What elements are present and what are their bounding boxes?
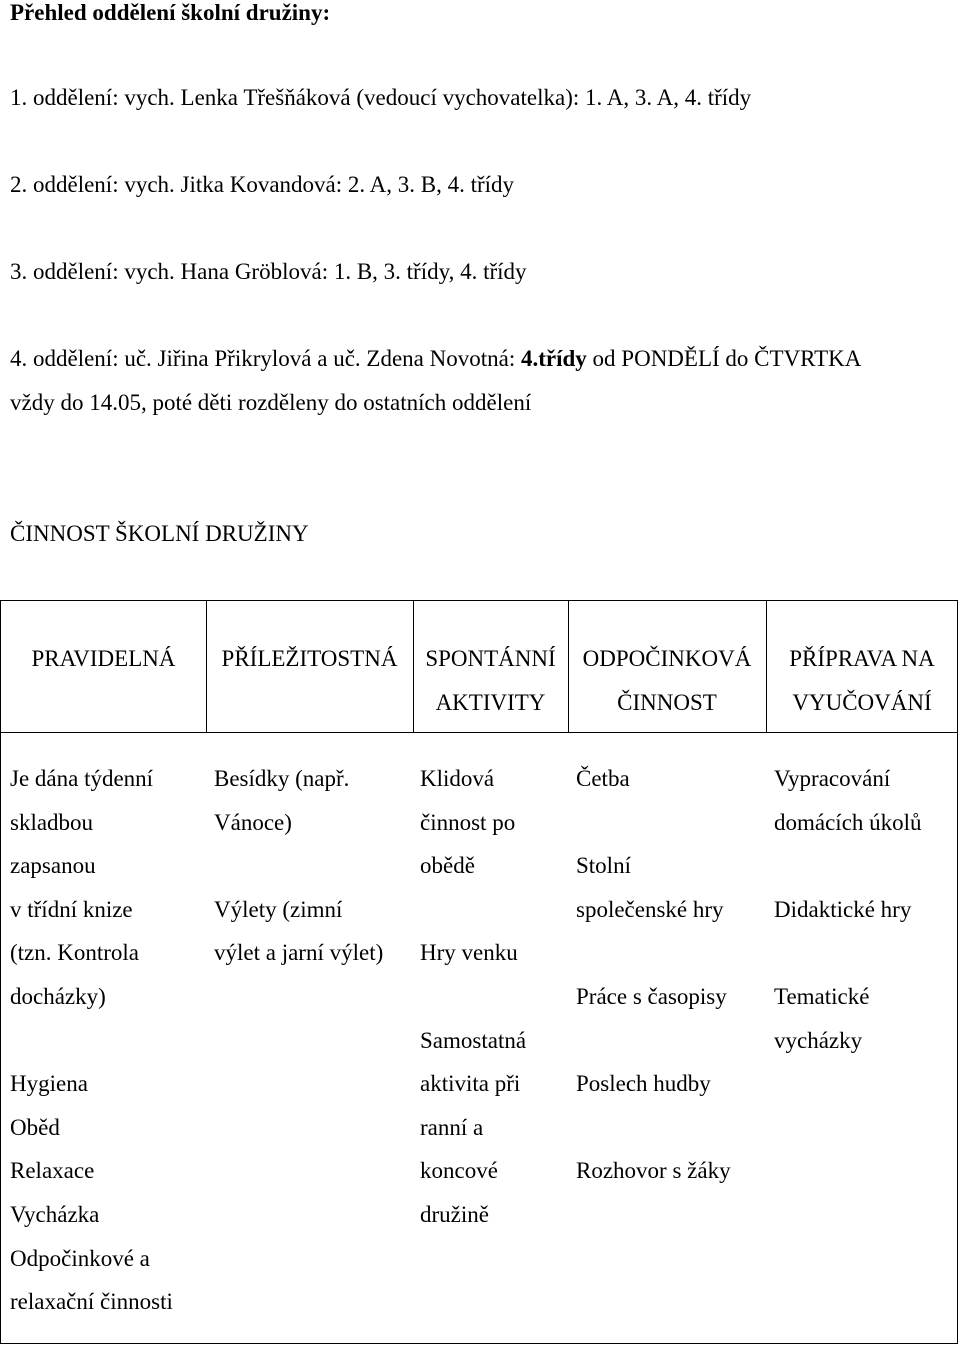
header-prilezitostna [206, 637, 413, 681]
header-label: PRAVIDELNÁ [31, 646, 176, 671]
cell-line: Vánoce) [214, 809, 292, 835]
cell-line: relaxační činnosti [10, 1289, 173, 1315]
header-odpocinkova-cinnost [568, 637, 766, 725]
cell-line: Odpočinkové a [10, 1245, 150, 1271]
cell-line: Práce s časopisy [576, 984, 727, 1009]
cell-line: Besídky (např. [214, 766, 350, 791]
cell-line: domácích úkolů [774, 809, 922, 835]
cell-line: skladbou [10, 809, 94, 835]
cell-line: Vycházka [10, 1202, 100, 1227]
department-line-3: 3. oddělení: vych. Hana Gröblová: 1. B, 3. třídy, 4. třídy [10, 259, 527, 284]
header-spontanni-aktivity [413, 637, 568, 725]
cell-line: Hygiena [10, 1071, 88, 1097]
cell-line: zapsanou [10, 853, 96, 879]
cell-line: docházky) [10, 984, 106, 1009]
cell-line: ranní a [420, 1114, 484, 1140]
department-line-2: 2. oddělení: vych. Jitka Kovandová: 2. A, 3. B, 4. třídy [10, 172, 515, 197]
header-label: SPONTÁNNÍ [425, 646, 556, 671]
cell-line: Didaktické hry [774, 896, 912, 922]
cell-line: Klidová [420, 766, 495, 791]
header-label: PŘÍPRAVA NA [789, 646, 935, 671]
department-4-days: od PONDĚLÍ do ČTVRTKA [586, 346, 862, 371]
header-priprava-na-vyucovani [766, 637, 958, 725]
cell-line: Oběd [10, 1114, 60, 1140]
cell-line: vycházky [774, 1027, 863, 1053]
department-4-classes: 4.třídy [520, 346, 587, 371]
department-line-4 [10, 345, 861, 373]
header-label: PŘÍLEŽITOSTNÁ [221, 646, 398, 671]
cell-line: výlet a jarní výlet) [214, 940, 384, 966]
header-label: ODPOČINKOVÁ [582, 646, 752, 671]
header-divider [1, 732, 957, 733]
cell-line: Četba [576, 766, 630, 791]
cell-line: Hry venku [420, 940, 518, 966]
department-line-4-continuation: vždy do 14.05, poté děti rozděleny do ostatních oddělení [10, 390, 532, 415]
cell-line: Samostatná [420, 1027, 527, 1053]
department-4-text: 4. oddělení: uč. Jiřina Přikrylová a uč. Zdena Novotná: [10, 346, 521, 371]
cell-line: společenské hry [576, 896, 724, 922]
header-label: AKTIVITY [435, 690, 546, 715]
cell-line: Stolní [576, 853, 631, 879]
cell-line: Výlety (zimní [214, 896, 343, 922]
cell-line: v třídní knize [10, 896, 133, 922]
header-pravidelna [1, 637, 206, 681]
cell-line: Vypracování [774, 766, 891, 791]
section-title: ČINNOST ŠKOLNÍ DRUŽINY [10, 521, 309, 546]
cell-line: družině [420, 1202, 489, 1227]
cell-line: (tzn. Kontrola [10, 940, 140, 966]
cell-line: aktivita při [420, 1071, 521, 1097]
cell-line: Tematické [774, 984, 870, 1009]
cell-line: Je dána týdenní [10, 766, 154, 791]
cell-line: činnost po [420, 809, 516, 835]
department-line-1: 1. oddělení: vych. Lenka Třešňáková (vedoucí vychovatelka): 1. A, 3. A, 4. třídy [10, 85, 752, 110]
page-title: Přehled oddělení školní družiny: [10, 0, 331, 25]
cell-line: koncové [420, 1158, 498, 1184]
cell-line: obědě [420, 853, 475, 879]
header-label: VYUČOVÁNÍ [792, 690, 932, 715]
header-label: ČINNOST [617, 690, 717, 715]
cell-line: Relaxace [10, 1158, 95, 1184]
cell-line: Rozhovor s žáky [576, 1158, 731, 1184]
cell-line: Poslech hudby [576, 1071, 711, 1097]
activity-table [0, 600, 958, 1344]
